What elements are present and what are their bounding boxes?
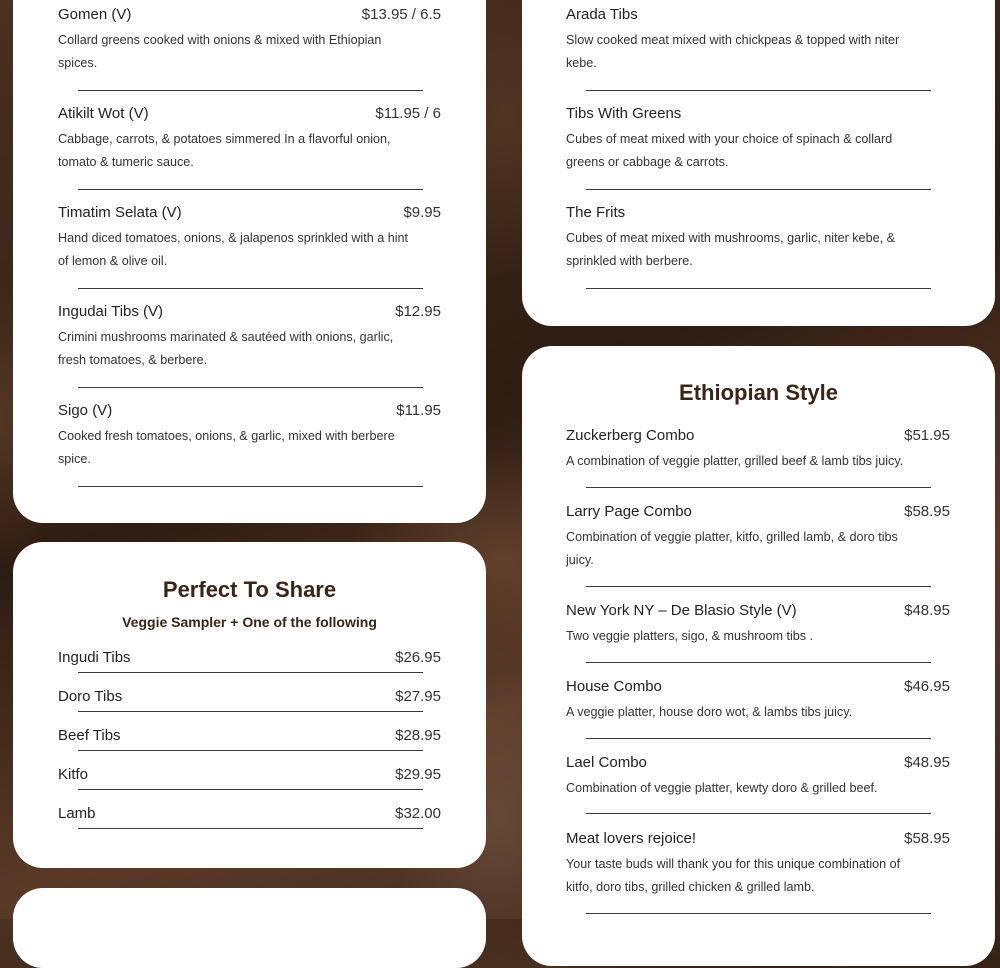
item-name: Beef Tibs <box>58 727 121 744</box>
menu-item <box>566 6 950 75</box>
share-item <box>58 727 441 744</box>
divider <box>586 913 931 914</box>
divider <box>78 486 423 487</box>
item-name: Timatim Selata (V) <box>58 204 182 221</box>
share-item <box>58 649 441 666</box>
item-price: $51.95 <box>904 427 950 444</box>
item-name: Doro Tibs <box>58 688 123 705</box>
item-price: $32.00 <box>395 805 441 822</box>
divider <box>586 738 931 739</box>
item-description: A combination of veggie platter, grilled beef & lamb tibs juicy. <box>566 454 904 468</box>
divider <box>586 90 931 91</box>
divider <box>78 789 423 790</box>
item-description: Cubes of meat mixed with mushrooms, garlic, niter kebe, & sprinkled with berbere. <box>566 231 895 268</box>
item-description: Your taste buds will thank you for this unique combination of kitfo, doro tibs, grilled chicken & grilled lamb. <box>566 857 901 894</box>
combo-item <box>566 602 950 648</box>
item-price: $28.95 <box>395 727 441 744</box>
divider <box>78 672 423 673</box>
menu-item <box>58 6 441 75</box>
item-price: $58.95 <box>904 503 950 520</box>
item-name: Lael Combo <box>566 754 647 771</box>
item-price: $11.95 <box>396 402 441 419</box>
combo-item <box>566 427 950 473</box>
menu-item <box>566 105 950 174</box>
item-name: Larry Page Combo <box>566 503 692 520</box>
item-description: Cubes of meat mixed with your choice of spinach & collard greens or cabbage & carrots. <box>566 132 893 169</box>
menu-item <box>58 105 441 174</box>
item-name: The Frits <box>566 204 626 221</box>
divider <box>78 288 423 289</box>
divider <box>78 711 423 712</box>
divider <box>586 288 931 289</box>
card-title: Ethiopian Style <box>679 380 838 405</box>
item-description: Slow cooked meat mixed with chickpeas & topped with niter kebe. <box>566 33 900 70</box>
item-price: $9.95 <box>403 204 441 221</box>
menu-item <box>58 303 441 372</box>
item-name: Ingudi Tibs <box>58 649 131 666</box>
item-description: Crimini mushrooms marinated & sautéed with onions, garlic, fresh tomatoes, & berbere. <box>58 330 394 367</box>
item-name: Tibs With Greens <box>566 105 682 122</box>
card-subtitle: Veggie Sampler + One of the following <box>122 614 377 630</box>
combo-item <box>566 503 950 572</box>
item-name: Lamb <box>58 805 96 822</box>
veggie-menu-card <box>13 0 486 523</box>
divider <box>586 586 931 587</box>
menu-item <box>566 204 950 273</box>
divider <box>586 662 931 663</box>
divider <box>78 828 423 829</box>
menu-item <box>58 204 441 273</box>
item-price: $46.95 <box>904 678 950 695</box>
combo-item <box>566 830 950 899</box>
item-name: Kitfo <box>58 766 89 783</box>
item-name: Arada Tibs <box>566 6 638 23</box>
divider <box>586 189 931 190</box>
item-name: Ingudai Tibs (V) <box>58 303 164 320</box>
item-price: $29.95 <box>395 766 441 783</box>
item-description: Combination of veggie platter, kewty doro & grilled beef. <box>566 781 878 795</box>
item-price: $12.95 <box>395 303 441 320</box>
tibs-menu-card <box>522 0 995 326</box>
next-menu-card <box>13 888 486 968</box>
ethiopian-style-card <box>522 346 995 966</box>
combo-item <box>566 678 950 724</box>
menu-item <box>58 402 441 471</box>
item-name: Zuckerberg Combo <box>566 427 695 444</box>
divider <box>78 750 423 751</box>
share-item <box>58 766 441 783</box>
item-price: $48.95 <box>904 602 950 619</box>
share-item <box>58 805 441 822</box>
item-description: Hand diced tomatoes, onions, & jalapenos sprinkled with a hint of lemon & olive oil. <box>58 231 409 268</box>
item-name: Meat lovers rejoice! <box>566 830 697 847</box>
item-description: Cooked fresh tomatoes, onions, & garlic, mixed with berbere spice. <box>58 429 395 466</box>
combo-item <box>566 754 950 800</box>
divider <box>78 90 423 91</box>
card-title: Perfect To Share <box>162 577 337 602</box>
item-description: A veggie platter, house doro wot, & lambs tibs juicy. <box>566 705 853 719</box>
item-price: $13.95 / 6.5 <box>361 6 441 23</box>
divider <box>78 189 423 190</box>
item-price: $27.95 <box>395 688 441 705</box>
share-item <box>58 688 441 705</box>
divider <box>586 813 931 814</box>
item-price: $48.95 <box>904 754 950 771</box>
item-description: Cabbage, carrots, & potatoes simmered In a flavorful onion, tomato & tumeric sauce. <box>58 132 391 169</box>
item-name: House Combo <box>566 678 662 695</box>
item-price: $58.95 <box>904 830 950 847</box>
item-name: New York NY – De Blasio Style (V) <box>566 602 797 619</box>
item-name: Gomen (V) <box>58 6 132 23</box>
item-name: Atikilt Wot (V) <box>58 105 149 122</box>
share-menu-card <box>13 542 486 868</box>
item-description: Collard greens cooked with onions & mixed with Ethiopian spices. <box>58 33 382 70</box>
item-description: Combination of veggie platter, kitfo, grilled lamb, & doro tibs juicy. <box>566 530 898 567</box>
item-description: Two veggie platters, sigo, & mushroom tibs . <box>566 629 814 643</box>
divider <box>586 487 931 488</box>
item-name: Sigo (V) <box>58 402 113 419</box>
divider <box>78 387 423 388</box>
item-price: $11.95 / 6 <box>375 105 441 122</box>
item-price: $26.95 <box>395 649 441 666</box>
